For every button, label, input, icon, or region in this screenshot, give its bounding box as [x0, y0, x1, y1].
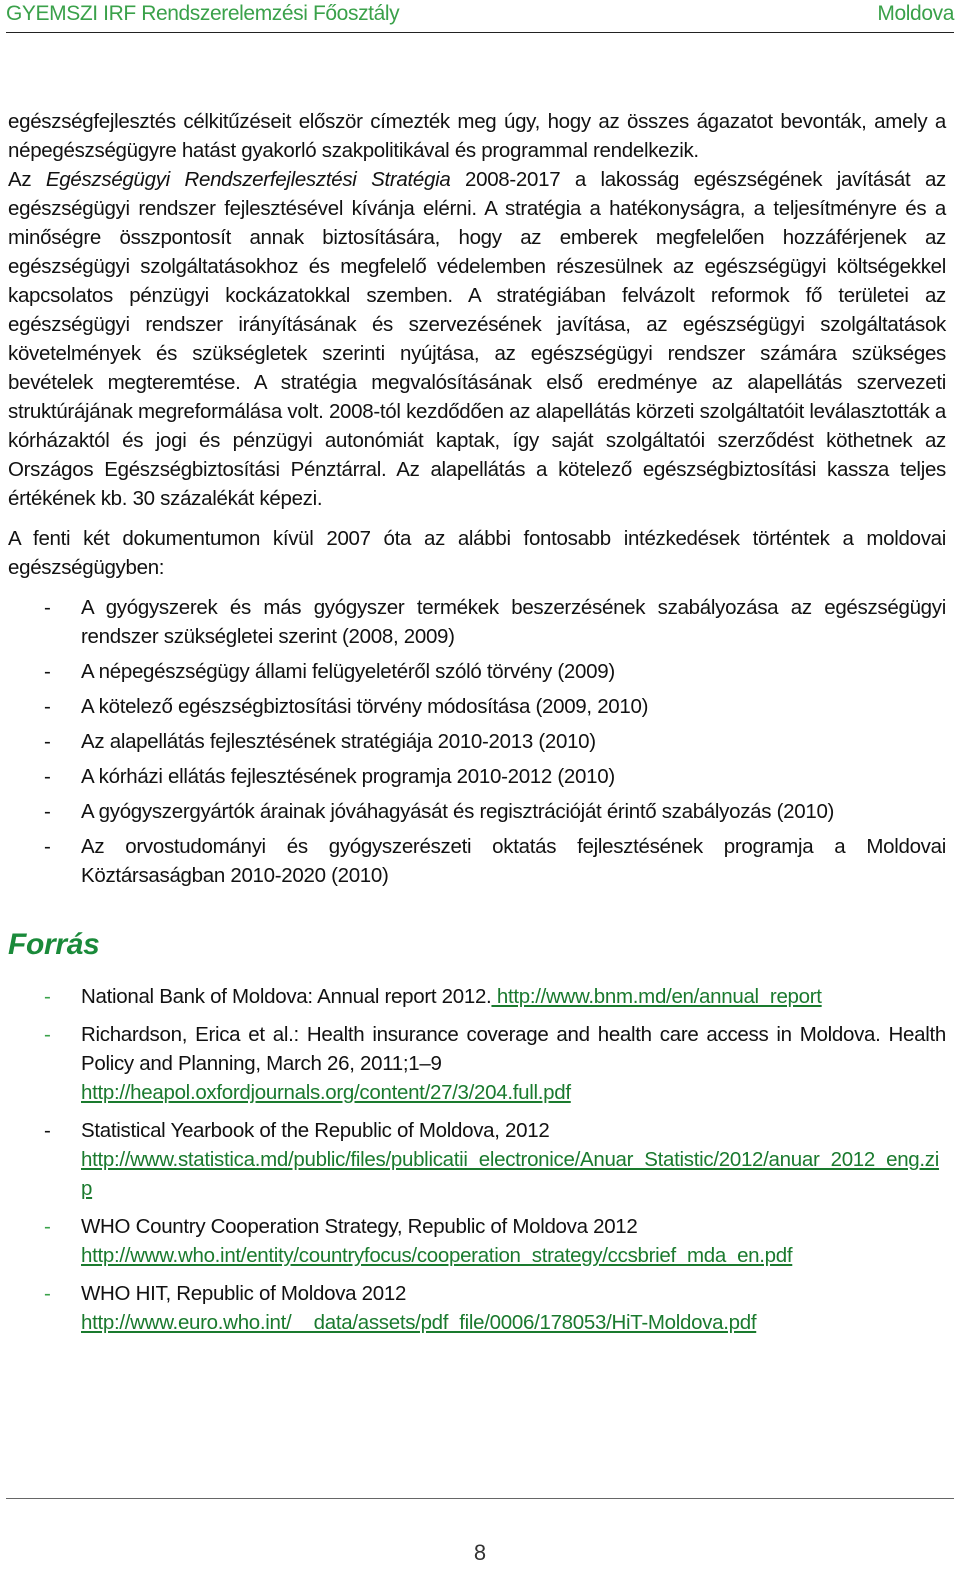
dash-bullet: - [44, 1282, 51, 1305]
dash-bullet: - [44, 835, 51, 858]
source-item [8, 1116, 946, 1203]
dash-bullet: - [44, 660, 51, 683]
dash-bullet: - [44, 985, 51, 1008]
page-number: 8 [473, 1540, 487, 1565]
header-organization: GYEMSZI IRF Rendszerelemzési Főosztály [6, 2, 400, 25]
list-item: - Az alapellátás fejlesztésének stratégiája 2010-2013 (2010) [8, 727, 946, 756]
sources-list [8, 982, 946, 1337]
dash-bullet: - [44, 730, 51, 753]
dash-bullet: - [44, 695, 51, 718]
dash-bullet: - [44, 765, 51, 788]
list-item: - A kötelező egészségbiztosítási törvény módosítása (2009, 2010) [8, 692, 946, 721]
source-item [8, 982, 946, 1011]
paragraph-intro [8, 107, 946, 513]
source-link[interactable]: http://www.statistica.md/public/files/publicatii_electronice/Anuar_Statistic/2012/anuar_2012_eng.zip [81, 1148, 939, 1200]
paragraph-measures-intro: A fenti két dokumentumon kívül 2007 óta az alábbi fontosabb intézkedések történtek a moldovai egészségügyben: [8, 527, 946, 579]
source-text: Statistical Yearbook of the Republic of Moldova, 2012 [81, 1119, 550, 1142]
measures-list [8, 593, 946, 890]
source-link[interactable]: http://heapol.oxfordjournals.org/content/27/3/204.full.pdf [81, 1081, 571, 1104]
paragraph-intro-az: Az [8, 168, 46, 191]
header-country: Moldova [877, 2, 954, 25]
list-item: - A gyógyszerek és más gyógyszer termékek beszerzésének szabályozása az egészségügyi rendszer szükségletei szerint (2008, 2009) [8, 593, 946, 651]
page-header [6, 0, 954, 33]
dash-bullet: - [44, 1215, 51, 1238]
list-item: - A népegészségügy állami felügyeletéről szóló törvény (2009) [8, 657, 946, 686]
source-text: WHO Country Cooperation Strategy, Republic of Moldova 2012 [81, 1215, 638, 1238]
document-body [8, 107, 946, 1346]
source-link[interactable]: http://www.who.int/entity/countryfocus/cooperation_strategy/ccsbrief_mda_en.pdf [81, 1244, 793, 1267]
source-text: WHO HIT, Republic of Moldova 2012 [81, 1282, 407, 1305]
dash-bullet: - [44, 800, 51, 823]
dash-bullet: - [44, 1119, 51, 1142]
footer-divider [6, 1498, 954, 1499]
paragraph-intro-line1: egészségfejlesztés célkitűzéseit először címezték meg úgy, hogy az összes ágazatot bevonták, amely a népegészségügyre hatást gyakorló szakpolitikával és programmal rendelkezik. [8, 110, 946, 162]
source-item [8, 1212, 946, 1270]
dash-bullet: - [44, 1023, 51, 1046]
source-text: Richardson, Erica et al.: Health insurance coverage and health care access in Moldova. Health Policy and Planning, March 26, 2011;1–9 [81, 1023, 946, 1075]
source-link[interactable]: http://www.euro.who.int/__data/assets/pdf_file/0006/178053/HiT-Moldova.pdf [81, 1311, 757, 1334]
source-link[interactable]: http://www.bnm.md/en/annual_report [491, 985, 822, 1008]
list-item: - A kórházi ellátás fejlesztésének programja 2010-2012 (2010) [8, 762, 946, 791]
strategy-name: Egészségügyi Rendszerfejlesztési Stratégia [45, 168, 451, 191]
paragraph-intro-rest: 2008-2017 a lakosság egészségének javítását az egészségügyi rendszer fejlesztésével kívánja elérni. A stratégia a hatékonyságra, a teljesítményre és a minőségre összpontosít annak biztosítására, hogy az emberek megfelelően hozzáférjenek az egészségügyi szolgáltatásokhoz és megfelelő védelemben részesülnek az egészségügyi költségekkel kapcsolatos pénzügyi kockázatokkal szemben. A stratégiában felvázolt reformok fő területei az egészségügyi rendszer irányításának és szervezésének javítása, az egészségügyi szolgáltatások követelmények és szükségletek szerinti nyújtása, az egészségügyi rendszer számára szükséges bevételek megteremtése. A stratégia megvalósításának első eredménye az alapellátás szervezeti struktúrájának megreformálása volt. 2008-tól kezdődően az alapellátás körzeti szolgáltatóit leválasztották a kórházaktól és jogi és pénzügyi autonómiát kaptak, így saját szolgáltatói szerződést köthetnek az Országos Egészségbiztosítási Pénztárral. Az alapellátás a kötelező egészségbiztosítási kassza teljes értékének kb. 30 százalékát képezi. [8, 168, 946, 510]
sources-heading: Forrás [8, 928, 100, 961]
source-text: National Bank of Moldova: Annual report 2012. [81, 985, 492, 1008]
list-item: - A gyógyszergyártók árainak jóváhagyását és regisztrációját érintő szabályozás (2010) [8, 797, 946, 826]
dash-bullet: - [44, 596, 51, 619]
list-item: - Az orvostudományi és gyógyszerészeti oktatás fejlesztésének programja a Moldovai Köztársaságban 2010-2020 (2010) [8, 832, 946, 890]
source-item [8, 1279, 946, 1337]
source-item [8, 1020, 946, 1107]
